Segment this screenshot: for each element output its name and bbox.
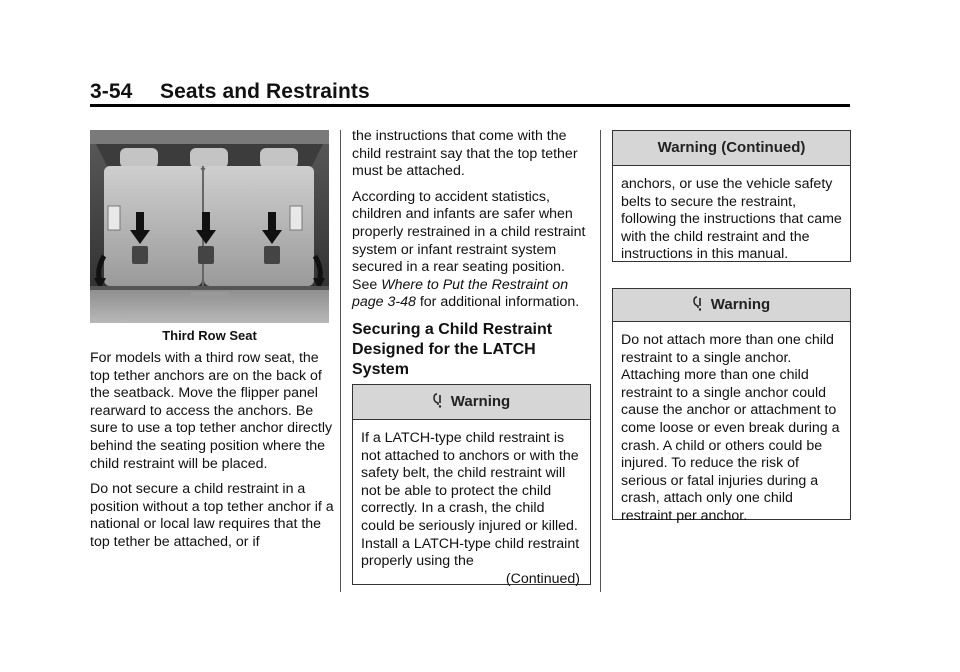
warning-continued-box [612,130,851,262]
page-header [90,80,370,104]
paragraph: the instructions that come with the child restraint say that the top tether must be attached. [352,128,578,180]
warning-header: Warning [613,289,850,322]
page-number: 3-54 [90,80,133,103]
warning-icon [693,296,707,312]
column-1 [90,350,335,560]
warning-box [612,288,851,524]
warning-body: Do not attach more than one child restraint to a single anchor. Attaching more than one child restraint to a single anchor could cause the anchor or attachment to come loose or even break during a crash. A child or others could be injured. To reduce the risk of serious or fatal injuries during a crash, attach only one child restraint per anchor. [621,332,840,524]
column-divider [600,130,601,592]
warning-header: Warning [353,385,590,420]
warning-header: Warning (Continued) [613,131,850,166]
paragraph: According to accident statistics, children and infants are safer when properly restrained in a child restraint system or infant restraint system secured in a rear seating position. See Where to Put the Restraint on page 3-48 for additional information. [352,188,586,311]
warning-body: If a LATCH-type child restraint is not attached to anchors or with the safety belt, the child restraint will not be able to protect the child correctly. In a crash, the child could be seriously injured or killed. Install a LATCH-type child restraint properly using the (Continued) [361,430,580,587]
warning-box [352,384,591,585]
third-row-seat-image [90,130,329,323]
column-divider [340,130,341,592]
paragraph: Do not secure a child restraint in a position without a top tether anchor if a national or local law requires that the top tether be attached, or if [90,481,334,550]
seat-figure [90,130,329,323]
column-2 [352,128,592,390]
warning-body: anchors, or use the vehicle safety belts to secure the restraint, following the instructions that came with the child restraint and the instructions in this manual. [621,176,842,263]
cross-reference-link[interactable]: Where to Put the Restraint on page 3-48 [352,276,569,311]
header-rule [90,104,850,107]
warning-icon [433,393,447,409]
section-title: Seats and Restraints [160,80,370,103]
figure-caption: Third Row Seat [162,328,257,343]
paragraph: For models with a third row seat, the top tether anchors are on the back of the seatback. Move the flipper panel rearward to access the anchors. Be sure to use a top tether anchor directly behind the seating position where the child restraint will be placed. [90,350,333,472]
continued-label: (Continued) [505,570,580,587]
subsection-title: Securing a Child Restraint Designed for the LATCH System [352,320,553,378]
